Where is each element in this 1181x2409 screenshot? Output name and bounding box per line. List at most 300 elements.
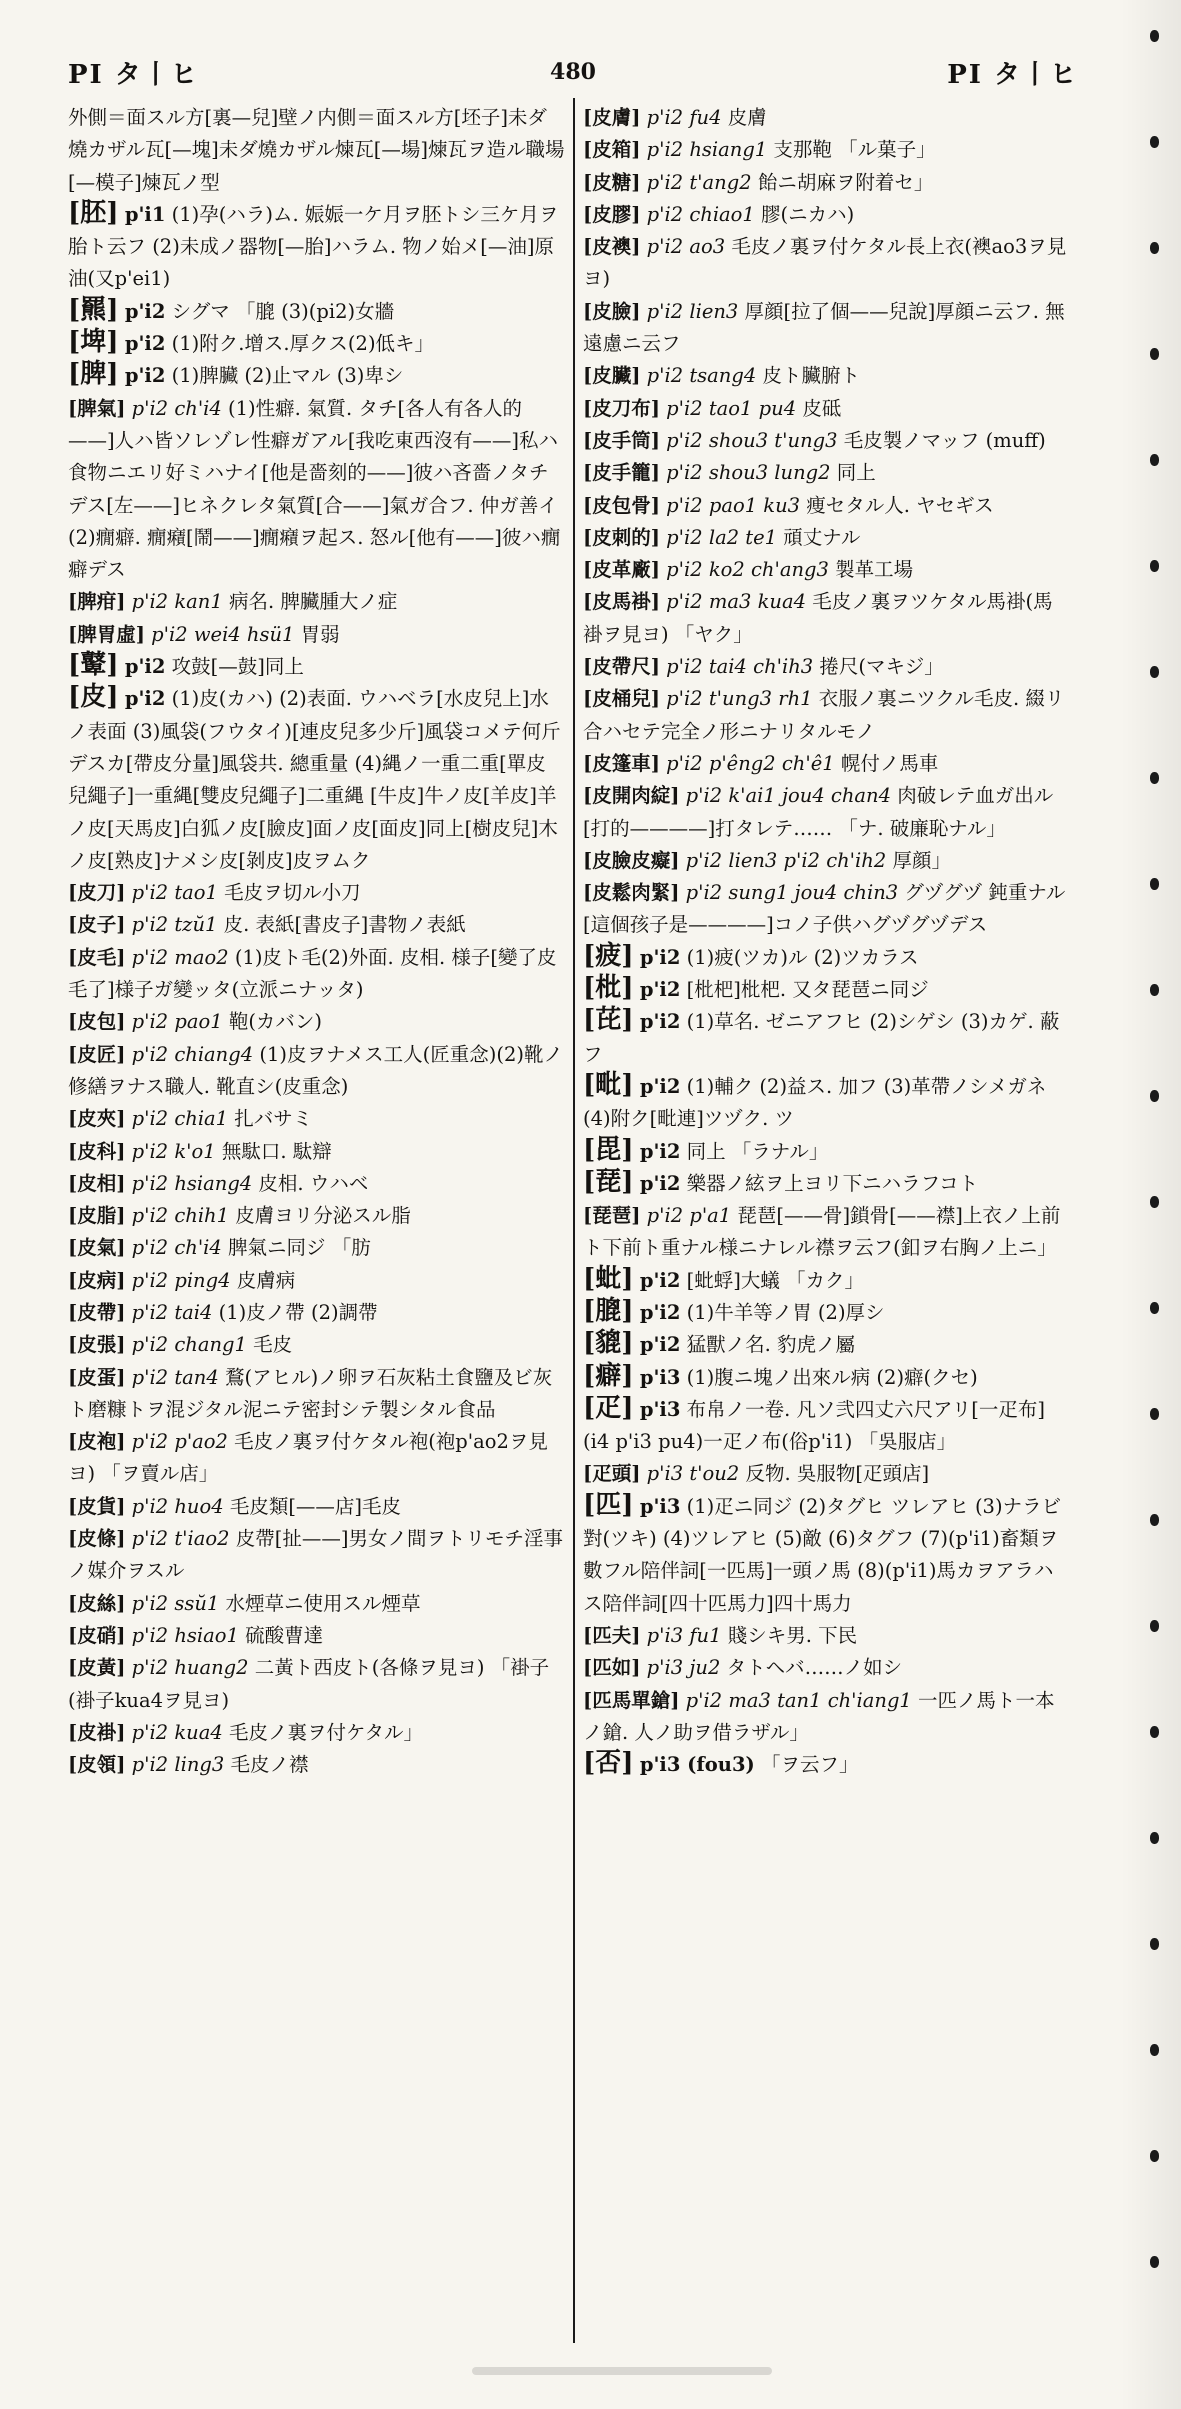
dictionary-entry xyxy=(583,845,1070,877)
entry-romanization: p'i2 huang2 xyxy=(131,1656,249,1680)
dictionary-entry xyxy=(583,360,1070,392)
dictionary-entry xyxy=(583,748,1070,780)
entry-romanization: p'i2 t'ung3 rh1 xyxy=(666,687,813,711)
entry-definition: 外側＝面スル方[裏—兒]壁ノ内側＝面スル方[坯子]未ダ燒カザル瓦[—塊]未ダ燒カザル煉瓦[—場]煉瓦ヲ造ル職場[—模子]煉瓦ノ型 xyxy=(68,106,565,194)
entry-romanization: p'i2 ma3 tan1 ch'iang1 xyxy=(685,1688,912,1712)
scan-mark xyxy=(1150,1726,1159,1738)
entry-romanization: p'i3 xyxy=(639,1397,681,1421)
entry-romanization: p'i2 chia1 xyxy=(131,1107,229,1131)
running-head-left: PI タ丨ヒ xyxy=(68,59,199,90)
entry-headword: [皮鬆肉緊] xyxy=(583,881,680,905)
entry-headword: [皮手籠] xyxy=(583,461,660,485)
entry-definition: 頑丈ナル xyxy=(783,525,861,549)
scan-mark xyxy=(1150,2256,1159,2268)
entry-romanization: p'i2 tan4 xyxy=(131,1365,219,1389)
entry-romanization: p'i2 hsiang1 xyxy=(646,138,768,162)
entry-definition: 同上 xyxy=(836,461,876,485)
entry-definition: (1)疋ニ同ジ (2)タグヒ ツレアヒ (3)ナラビ 對(ツキ) (4)ツレアヒ (5)敵 (6)タグフ (7)(p'i1)畜類ヲ數フル陪伴詞[一匹馬]一頭ノ馬 (8)(p'i1)馬カヲアラハス陪伴詞[四十匹馬力]四十馬力 xyxy=(583,1494,1062,1615)
dictionary-entry xyxy=(68,1588,565,1620)
dictionary-entry xyxy=(583,102,1070,134)
entry-romanization: p'i2 ko2 ch'ang3 xyxy=(666,558,829,582)
entry-definition: 一匹ノ馬ト一本ノ鎗. 人ノ助ヲ借ラザル」 xyxy=(583,1688,1055,1744)
entry-romanization: p'i2 tao1 xyxy=(131,881,218,905)
entry-romanization: p'i2 fu4 xyxy=(646,106,722,129)
entry-headword: [皮氣] xyxy=(68,1236,126,1260)
entry-romanization: p'i2 lien3 xyxy=(646,299,739,323)
entry-headword: [皮手筒] xyxy=(583,428,660,452)
entry-romanization: p'i2 xyxy=(639,1300,681,1324)
entry-headword: [脾氣] xyxy=(68,396,126,420)
entry-romanization: p'i2 sung1 jou4 chin3 xyxy=(685,881,899,905)
entry-definition: 攻鼓[—鼓]同上 xyxy=(171,655,304,679)
entry-romanization: p'i2 tao1 pu4 xyxy=(666,396,797,420)
dictionary-entry xyxy=(68,1200,565,1232)
dictionary-entry xyxy=(68,1620,565,1652)
scan-mark xyxy=(1150,984,1159,996)
entry-romanization: p'i2 xyxy=(639,1268,681,1292)
dictionary-entry xyxy=(68,1136,565,1168)
scan-mark xyxy=(1150,1620,1159,1632)
page-header xyxy=(68,52,1078,92)
entry-definition: (1)脾臟 (2)止マル (3)卑シ xyxy=(171,364,404,388)
dictionary-entry xyxy=(68,877,565,909)
entry-definition: 反物. 吳服物[疋頭店] xyxy=(745,1462,930,1486)
entry-headword: [膍] xyxy=(583,1295,634,1326)
entry-headword: [皮相] xyxy=(68,1171,126,1195)
entry-romanization: p'i2 ping4 xyxy=(131,1268,231,1292)
entry-headword: [皮臉] xyxy=(583,299,641,323)
entry-definition: (1)皮(カハ) (2)表面. ウハベラ[水皮兒上]水ノ表面 (3)風袋(フウタイ)[連皮兒多少斤]風袋コメテ何斤デスカ[帶皮分量]風袋共. 總重量 (4)縄ノ一重二重[單皮兒繩子]一重縄[雙皮兒繩子]二重縄 [牛皮]牛ノ皮[羊皮]羊ノ皮[天馬皮]白狐ノ皮[臉皮]面ノ皮[面皮]同上[樹皮兒]木ノ皮[熟皮]ナメシ皮[剝皮]皮ヲムク xyxy=(68,687,561,872)
entry-headword: [皮脂] xyxy=(68,1204,126,1228)
entry-definition: 毛皮類[——店]毛皮 xyxy=(229,1494,402,1518)
entry-romanization: p'i2 k'o1 xyxy=(131,1139,216,1163)
entry-romanization: p'i2 tzŭ1 xyxy=(131,913,218,937)
entry-definition: 病名. 脾臟腫大ノ症 xyxy=(228,590,398,614)
dictionary-entry xyxy=(583,1394,1070,1459)
entry-romanization: p'i2 t'iao2 xyxy=(131,1527,230,1551)
dictionary-entry xyxy=(68,1717,565,1749)
entry-romanization: p'i2 wei4 hsü1 xyxy=(151,622,295,646)
dictionary-entry xyxy=(583,1652,1070,1684)
entry-headword: [羆] xyxy=(68,294,119,325)
entry-definition: 賤シキ男. 下民 xyxy=(727,1623,858,1647)
entry-definition: [蚍蜉]大蟻 「カク」 xyxy=(686,1268,865,1292)
entry-definition: (1)皮ヲナメス工人(匠重念)(2)靴ノ修繕ヲナス職人. 靴直シ(皮重念) xyxy=(68,1042,564,1098)
entry-headword: [毗] xyxy=(583,1069,634,1100)
dictionary-entry xyxy=(583,1200,1070,1265)
entry-definition: (1)性癖. 氣質. タチ[各人有各人的——]人ハ皆ソレゾレ性癖ガアル[我吃東西沒有——]私ハ食物ニエリ好ミハナイ[他是嗇刻的——]彼ハ吝嗇ノタチデス[左——]ヒネクレタ氣質[合——]氣ガ合フ. 仲ガ善イ (2)癇癖. 癇癪[鬧——]癇癪ヲ起ス. 怒ル[他有——]彼ハ癇癖デス xyxy=(68,396,561,582)
page-number: 480 xyxy=(550,59,596,85)
entry-romanization: p'i2 tai4 ch'ih3 xyxy=(666,655,814,679)
scan-mark xyxy=(1150,1514,1159,1526)
scan-mark xyxy=(1150,878,1159,890)
entry-definition: 扎バサミ xyxy=(234,1107,313,1131)
dictionary-entry xyxy=(583,1265,1070,1297)
entry-headword: [疋] xyxy=(583,1392,634,1423)
entry-definition: (1)皮ト毛(2)外面. 皮相. 様子[變了皮毛了]様子ガ變ッタ(立派ニナッタ) xyxy=(68,945,557,1002)
entry-headword: [皮開肉綻] xyxy=(583,784,680,808)
entry-romanization: p'i3 t'ou2 xyxy=(646,1462,740,1486)
dictionary-entry xyxy=(583,877,1070,942)
entry-romanization: p'i2 ling3 xyxy=(131,1753,225,1777)
entry-headword: [脾胃虛] xyxy=(68,622,145,646)
running-head-right: PI タ丨ヒ xyxy=(947,59,1078,90)
entry-definition: 布帛ノ一卷. 凡ソ弐四丈六尺アリ[一疋布](i4 p'i3 pu4)一疋ノ布(俗p'i1) 「吳服店」 xyxy=(583,1397,1045,1454)
scan-mark xyxy=(1150,242,1159,254)
entry-headword: [皮革廠] xyxy=(583,558,660,582)
entry-headword: [皮匠] xyxy=(68,1042,126,1066)
entry-definition: 皮帶[扯——]男女ノ間ヲトリモチ淫事ノ媒介ヲスル xyxy=(68,1527,563,1583)
entry-headword: [皮桶兒] xyxy=(583,687,660,711)
dictionary-entry xyxy=(68,1362,565,1427)
scan-mark xyxy=(1150,1090,1159,1102)
entry-definition: [枇杷]枇杷. 又タ琵琶ニ同ジ xyxy=(686,978,929,1002)
entry-romanization: p'i2 huo4 xyxy=(131,1494,224,1518)
entry-romanization: p'i3 (fou3) xyxy=(639,1753,755,1777)
entry-headword: [芘] xyxy=(583,1005,634,1036)
entry-romanization: p'i3 fu1 xyxy=(646,1623,722,1647)
dictionary-entry xyxy=(583,1168,1070,1200)
dictionary-entry xyxy=(68,360,565,392)
entry-definition: (1)皮ノ帶 (2)調帶 xyxy=(218,1300,378,1324)
scan-mark xyxy=(1150,772,1159,784)
entry-definition: 皮膚ヨリ分泌スル脂 xyxy=(235,1204,411,1228)
entry-romanization: p'i2 ao3 xyxy=(646,235,726,259)
scan-smudge xyxy=(472,2367,772,2375)
entry-romanization: p'i2 xyxy=(124,364,166,388)
dictionary-entry xyxy=(583,1006,1070,1071)
dictionary-entry xyxy=(583,1458,1070,1490)
dictionary-entry xyxy=(68,942,565,1007)
scan-mark xyxy=(1150,1408,1159,1420)
entry-headword: [埤] xyxy=(68,327,119,358)
dictionary-entry xyxy=(68,1265,565,1297)
dictionary-entry xyxy=(68,102,565,199)
scan-mark xyxy=(1150,30,1159,42)
dictionary-entry xyxy=(583,1620,1070,1652)
entry-definition: 毛皮ノ襟 xyxy=(230,1753,309,1777)
entry-romanization: p'i2 kan1 xyxy=(131,590,223,614)
entry-romanization: p'i2 hsiang4 xyxy=(131,1171,253,1195)
dictionary-entry xyxy=(68,328,565,360)
entry-romanization: p'i2 xyxy=(124,687,166,711)
dictionary-entry xyxy=(583,296,1070,361)
entry-romanization: p'i2 shou3 lung2 xyxy=(666,461,831,485)
entry-definition: 皮膚病 xyxy=(236,1268,296,1292)
entry-romanization: p'i3 xyxy=(639,1365,681,1389)
entry-definition: (1)牛羊等ノ胃 (2)厚シ xyxy=(686,1300,885,1324)
entry-definition: 毛皮ヲ切ル小刀 xyxy=(224,881,361,905)
entry-headword: [皮膚] xyxy=(583,106,641,129)
dictionary-entry xyxy=(68,1006,565,1038)
entry-romanization: p'i2 ssŭ1 xyxy=(131,1591,220,1615)
dictionary-entry xyxy=(68,619,565,651)
dictionary-entry xyxy=(68,1523,565,1588)
entry-romanization: p'i2 ma3 kua4 xyxy=(666,590,806,614)
entry-romanization: p'i2 xyxy=(639,945,681,969)
entry-definition: (1)輔ク (2)益ス. 加フ (3)革帶ノシメガネ (4)附ク[毗連]ツヅク. ツ xyxy=(583,1074,1047,1131)
dictionary-entry xyxy=(68,1491,565,1523)
entry-romanization: p'i2 kua4 xyxy=(131,1720,223,1744)
entry-romanization: p'i2 ch'i4 xyxy=(131,396,222,420)
dictionary-entry xyxy=(68,1103,565,1135)
entry-romanization: p'i2 pao1 ku3 xyxy=(666,493,801,517)
entry-romanization: p'i2 k'ai1 jou4 chan4 xyxy=(685,784,892,808)
entry-definition: (1)疲(ツカ)ル (2)ツカラス xyxy=(686,945,919,969)
entry-romanization: p'i2 xyxy=(639,1074,681,1098)
entry-headword: [否] xyxy=(583,1748,634,1779)
entry-headword: [皮包] xyxy=(68,1010,126,1034)
entry-definition: 製革工場 xyxy=(835,558,914,582)
scan-mark xyxy=(1150,1832,1159,1844)
dictionary-entry xyxy=(68,1232,565,1264)
entry-headword: [匹如] xyxy=(583,1656,641,1680)
dictionary-entry xyxy=(68,651,565,683)
entry-definition: 鶩(アヒル)ノ卵ヲ石灰粘土食鹽及ビ灰ト磨糠トヲ混ジタル泥ニテ密封シテ製シタル食品 xyxy=(68,1365,553,1421)
entry-headword: [皮袍] xyxy=(68,1430,126,1454)
entry-headword: [皮張] xyxy=(68,1333,126,1357)
dictionary-entry xyxy=(583,1491,1070,1620)
entry-definition: 支那鞄 「ル菓子」 xyxy=(773,138,936,162)
dictionary-entry xyxy=(583,1297,1070,1329)
entry-definition: 捲尺(マキジ」 xyxy=(819,655,944,679)
entry-headword: [皮絲] xyxy=(68,1591,126,1615)
dictionary-entry xyxy=(68,1168,565,1200)
entry-romanization: p'i2 xyxy=(124,299,166,323)
entry-headword: [鼙] xyxy=(68,650,119,681)
entry-headword: [皮褂] xyxy=(68,1720,126,1744)
entry-definition: 毛皮 xyxy=(253,1333,293,1357)
entry-headword: [皮黃] xyxy=(68,1656,126,1680)
entry-definition: グヅグヅ 鈍重ナル[這個孩子是————]コノ子供ハグヅグヅデス xyxy=(583,881,1066,937)
dictionary-entry xyxy=(583,457,1070,489)
scan-mark xyxy=(1150,136,1159,148)
entry-definition: (1)腹ニ塊ノ出來ル病 (2)癖(クセ) xyxy=(686,1365,978,1389)
scan-mark xyxy=(1150,1938,1159,1950)
scan-mark xyxy=(1150,666,1159,678)
entry-definition: 皮砥 xyxy=(802,396,842,420)
dictionary-entry xyxy=(583,393,1070,425)
entry-romanization: p'i2 pao1 xyxy=(131,1010,223,1034)
entry-definition: 毛皮ノ裏ヲツケタル馬褂(馬褂ヲ見ヨ) 「ヤク」 xyxy=(583,590,1053,646)
entry-headword: [皮] xyxy=(68,682,119,713)
scan-mark xyxy=(1150,2150,1159,2162)
entry-headword: [皮刀布] xyxy=(583,396,660,420)
entry-definition: 水煙草ニ使用スル煙草 xyxy=(225,1591,421,1615)
entry-headword: [脾疳] xyxy=(68,590,126,614)
entry-definition: シグマ 「膍 (3)(pi2)女牆 xyxy=(171,299,395,323)
entry-headword: [疲] xyxy=(583,940,634,971)
entry-romanization: p'i2 p'êng2 ch'ê1 xyxy=(666,751,835,775)
entry-romanization: p'i2 chiao1 xyxy=(646,202,755,226)
entry-definition: 肉破レテ血ガ出ル[打的————]打タレテ…… 「ナ. 破廉恥ナル」 xyxy=(583,784,1054,840)
entry-headword: [皮病] xyxy=(68,1268,126,1292)
entry-definition: 毛皮ノ裏ヲ付ケタル長上衣(襖ao3ヲ見ヨ) xyxy=(583,235,1067,291)
entry-definition: 飴ニ胡麻ヲ附着セ」 xyxy=(757,170,934,194)
dictionary-entry xyxy=(583,522,1070,554)
entry-romanization: p'i2 chang1 xyxy=(131,1333,247,1357)
dictionary-entry xyxy=(583,1362,1070,1394)
entry-headword: [琵琶] xyxy=(583,1204,641,1228)
entry-headword: [疋頭] xyxy=(583,1462,641,1486)
dictionary-entry xyxy=(68,683,565,877)
entry-definition: 鞄(カバン) xyxy=(228,1010,323,1034)
entry-romanization: p'i2 xyxy=(639,978,681,1002)
entry-definition: 硫酸曹達 xyxy=(245,1623,324,1647)
entry-romanization: p'i2 tai4 xyxy=(131,1300,213,1324)
entry-romanization: p'i2 tsang4 xyxy=(646,364,757,388)
entry-definition: 衣服ノ裏ニツクル毛皮. 綴リ合ハセテ完全ノ形ニナリタルモノ xyxy=(583,687,1065,743)
entry-definition: (1)孕(ハラ)ム. 娠娠一ケ月ヲ胚トシ三ケ月ヲ胎ト云フ (2)未成ノ器物[—胎]ハラム. 物ノ始メ[—油]原油(又p'ei1) xyxy=(68,202,559,291)
dictionary-entry xyxy=(583,231,1070,296)
dictionary-entry xyxy=(583,586,1070,651)
entry-definition: (1)附ク.增ス.厚クス(2)低キ」 xyxy=(171,332,435,356)
entry-romanization: p'i3 ju2 xyxy=(646,1656,721,1680)
entry-headword: [皮蛋] xyxy=(68,1365,126,1389)
dictionary-entry xyxy=(583,683,1070,748)
entry-definition: 無駄口. 駄辯 xyxy=(221,1139,332,1163)
entry-romanization: p'i2 xyxy=(639,1171,681,1195)
entry-definition: 毛皮ノ裏ヲ付ケタル」 xyxy=(228,1720,423,1744)
dictionary-entry xyxy=(583,425,1070,457)
dictionary-columns xyxy=(68,98,1078,2343)
entry-romanization: p'i2 p'ao2 xyxy=(131,1430,228,1454)
entry-definition: 皮ト臟腑ト xyxy=(762,364,860,388)
dictionary-entry xyxy=(68,1652,565,1717)
entry-romanization: p'i2 hsiao1 xyxy=(131,1623,239,1647)
dictionary-entry xyxy=(583,199,1070,231)
dictionary-entry xyxy=(68,296,565,328)
scan-mark xyxy=(1150,348,1159,360)
dictionary-entry xyxy=(583,780,1070,845)
entry-romanization: p'i2 chih1 xyxy=(131,1204,230,1228)
right-column xyxy=(573,98,1078,2343)
left-column xyxy=(68,98,573,2343)
entry-definition: 「ヲ云フ」 xyxy=(760,1753,859,1777)
entry-headword: [蚍] xyxy=(583,1263,634,1294)
entry-definition: (1)草名. ゼニアフヒ (2)シゲシ (3)カゲ. 蔽フ xyxy=(583,1010,1060,1066)
entry-headword: [皮臟] xyxy=(583,364,641,388)
dictionary-entry xyxy=(583,1685,1070,1750)
entry-definition: 厚顔[拉了個——兒說]厚顔ニ云フ. 無遠慮ニ云フ xyxy=(583,299,1065,356)
dictionary-entry xyxy=(583,651,1070,683)
entry-headword: [皮馬褂] xyxy=(583,590,660,614)
dictionary-entry xyxy=(583,167,1070,199)
dictionary-entry xyxy=(583,554,1070,586)
entry-definition: 脾氣ニ同ジ 「肪 xyxy=(228,1236,371,1260)
dictionary-entry xyxy=(583,1136,1070,1168)
entry-romanization: p'i1 xyxy=(124,202,166,226)
entry-headword: [皮科] xyxy=(68,1139,126,1163)
entry-romanization: p'i2 xyxy=(124,655,166,679)
entry-romanization: p'i2 lien3 p'i2 ch'ih2 xyxy=(685,848,887,872)
entry-definition: タトヘバ……ノ如シ xyxy=(726,1656,903,1680)
dictionary-entry xyxy=(583,1071,1070,1136)
entry-definition: 皮相. ウハベ xyxy=(258,1171,369,1195)
entry-definition: 痩セタル人. ヤセギス xyxy=(806,493,994,517)
entry-definition: 二黃ト西皮ト(各條ヲ見ヨ) 「褂子(褂子kua4ヲ見ヨ) xyxy=(68,1656,550,1712)
scan-mark xyxy=(1150,1302,1159,1314)
entry-definition: 琵琶[——骨]鎖骨[——襟]上衣ノ上前ト下前ト重ナル様ニナレル襟ヲ云フ(釦ヲ右胸ノ上ニ」 xyxy=(583,1204,1061,1260)
scan-mark xyxy=(1150,560,1159,572)
dictionary-entry xyxy=(68,199,565,296)
entry-romanization: p'i2 xyxy=(639,1333,681,1357)
scan-mark xyxy=(1150,2044,1159,2056)
entry-headword: [皮帶尺] xyxy=(583,655,660,679)
entry-headword: [胚] xyxy=(68,197,119,228)
entry-romanization: p'i2 t'ang2 xyxy=(646,170,752,194)
entry-definition: 胃弱 xyxy=(300,622,340,646)
entry-headword: [皮臉皮癡] xyxy=(583,848,680,872)
entry-headword: [癖] xyxy=(583,1360,634,1391)
entry-headword: [皮糖] xyxy=(583,170,641,194)
entry-definition: 皮膚 xyxy=(727,106,767,129)
dictionary-entry xyxy=(68,1426,565,1491)
dictionary-entry xyxy=(583,490,1070,522)
entry-romanization: p'i2 chiang4 xyxy=(131,1042,254,1066)
entry-headword: [皮貨] xyxy=(68,1494,126,1518)
entry-romanization: p'i2 xyxy=(639,1139,681,1163)
entry-headword: [貔] xyxy=(583,1328,634,1359)
dictionary-entry xyxy=(583,974,1070,1006)
dictionary-entry xyxy=(68,909,565,941)
entry-definition: 幌付ノ馬車 xyxy=(840,751,939,775)
entry-romanization: p'i3 xyxy=(639,1494,681,1518)
entry-headword: [皮子] xyxy=(68,913,126,937)
dictionary-entry xyxy=(68,1749,565,1781)
entry-definition: 毛皮製ノマッフ (muff) xyxy=(843,428,1046,452)
entry-romanization: p'i2 mao2 xyxy=(131,945,229,969)
entry-headword: [匹馬單鎗] xyxy=(583,1688,680,1712)
dictionary-entry xyxy=(583,1329,1070,1361)
entry-headword: [皮刀] xyxy=(68,881,126,905)
entry-romanization: p'i2 xyxy=(639,1010,681,1034)
entry-headword: [皮襖] xyxy=(583,235,641,259)
entry-headword: [皮箱] xyxy=(583,138,641,162)
entry-headword: [皮領] xyxy=(68,1753,126,1777)
scan-mark xyxy=(1150,454,1159,466)
entry-definition: 厚顔」 xyxy=(892,848,951,872)
entry-headword: [匹夫] xyxy=(583,1623,641,1647)
entry-headword: [皮帶] xyxy=(68,1300,126,1324)
entry-definition: 皮. 表紙[書皮子]書物ノ表紙 xyxy=(223,913,466,937)
entry-headword: [皮硝] xyxy=(68,1623,126,1647)
entry-romanization: p'i2 p'a1 xyxy=(646,1204,732,1228)
dictionary-entry xyxy=(68,393,565,587)
entry-headword: [皮夾] xyxy=(68,1107,126,1131)
entry-headword: [脾] xyxy=(68,359,119,390)
entry-romanization: p'i2 shou3 t'ung3 xyxy=(666,428,838,452)
entry-headword: [皮膠] xyxy=(583,202,641,226)
entry-headword: [匹] xyxy=(583,1489,634,1520)
entry-headword: [皮條] xyxy=(68,1527,126,1551)
dictionary-entry xyxy=(583,134,1070,166)
entry-headword: [皮毛] xyxy=(68,945,126,969)
entry-headword: [皮篷車] xyxy=(583,751,660,775)
dictionary-entry xyxy=(68,1329,565,1361)
entry-definition: 猛獸ノ名. 豹虎ノ屬 xyxy=(686,1333,856,1357)
entry-definition: 同上 「ラナル」 xyxy=(686,1139,829,1163)
dictionary-entry xyxy=(68,1297,565,1329)
dictionary-entry xyxy=(68,1039,565,1104)
entry-headword: [琵] xyxy=(583,1166,634,1197)
dictionary-entry xyxy=(583,942,1070,974)
entry-romanization: p'i2 xyxy=(124,332,166,356)
entry-definition: 毛皮ノ裏ヲ付ケタル袍(袍p'ao2ヲ見ヨ) 「ヲ賣ル店」 xyxy=(68,1430,548,1486)
entry-headword: [毘] xyxy=(583,1134,634,1165)
entry-definition: 樂器ノ絃ヲ上ヨリ下ニハラフコト xyxy=(686,1171,979,1195)
entry-romanization: p'i2 la2 te1 xyxy=(666,525,778,549)
